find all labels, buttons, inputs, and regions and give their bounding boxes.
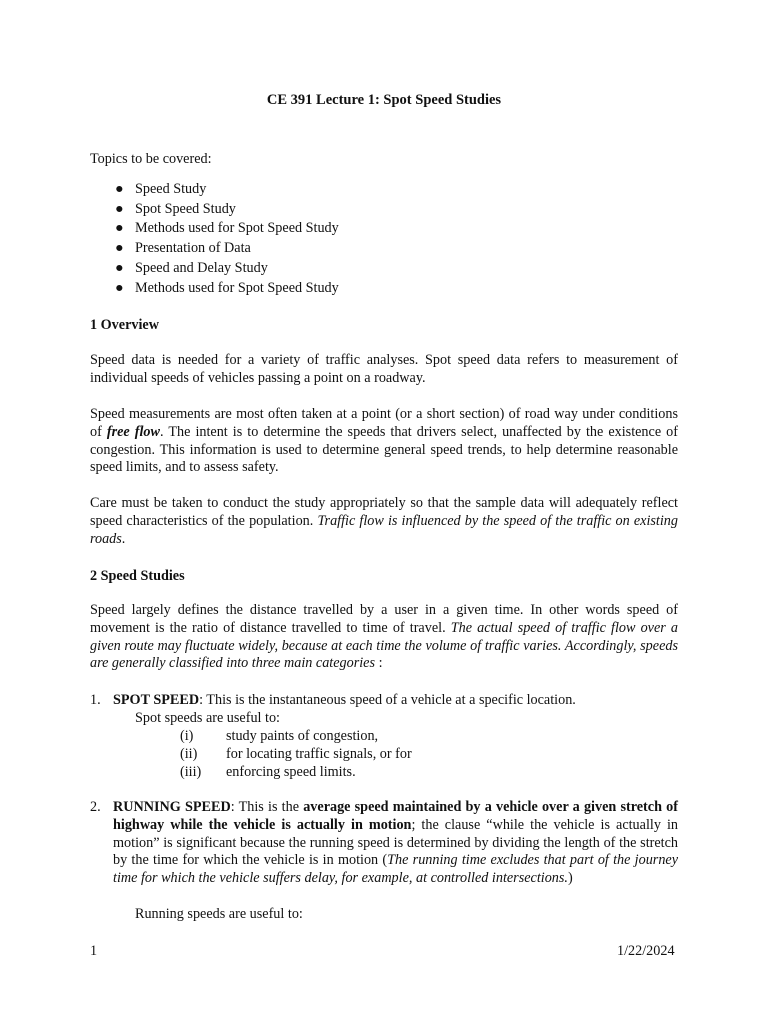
roman-numeral: (iii) [180,764,202,780]
topics-list [90,180,678,298]
topic-label: Methods used for Spot Speed Study [135,279,339,296]
italic-text: The actual speed of traffic flow over a given route may fluctuate widely, because at each time the volume of traffic varies. Accordingly, speeds are generally classified into three main categories [90,619,678,672]
paragraph-text [90,602,678,673]
bullet-icon: ● [115,200,124,217]
topics-list-container [90,180,678,298]
topics-intro: Topics to be covered: [90,151,212,167]
paragraph-text [90,406,678,477]
overview-paragraph-3 [90,495,678,548]
text-run: : This is the instantaneous speed of a vehicle at a specific location. [199,692,576,708]
use-text: enforcing speed limits. [226,764,356,780]
list-item [90,200,678,220]
spot-speed-useful-label: Spot speeds are useful to: [135,710,280,726]
list-item [180,746,412,764]
text-run: . [121,530,126,547]
running-speed-useful-label: Running speeds are useful to: [135,906,303,922]
text-run: . The intent is to determine the speeds that drivers select, unaffected by the existence of congestion. This information is used to determine general speed trends, to help determine reasonable speed limits, and to assess safety. [90,423,678,476]
bullet-icon: ● [115,220,124,237]
list-item [90,219,678,239]
footer-date: 1/22/2024 [617,943,675,959]
page-number: 1 [90,943,98,959]
text-run: ) [567,870,573,887]
term-spot-speed: SPOT SPEED [113,692,200,708]
bullet-icon: ● [115,259,124,276]
paragraph-text: Speed data is needed for a variety of traffic analyses. Spot speed data refers to measurement of individual speeds of vehicles passing a point on a roadway. [90,352,678,386]
list-item [90,239,678,259]
overview-paragraph-1 [90,352,678,388]
section-heading-overview: 1 Overview [90,317,159,333]
list-item [180,728,378,746]
topic-label: Spot Speed Study [135,200,236,217]
bullet-icon: ● [115,279,124,296]
speed-studies-paragraph [90,602,678,673]
item-body [113,799,678,888]
italic-text: The running time excludes that part of the journey time for which the vehicle suffers delay, for example, at controlled intersections. [113,852,679,887]
list-item [90,180,678,200]
bullet-icon: ● [115,240,124,257]
topic-label: Speed and Delay Study [135,259,268,276]
section-heading-speed-studies: 2 Speed Studies [90,568,185,584]
topic-label: Speed Study [135,181,207,197]
text-run: Speed measurements are most often taken at a point (or a short section) of road way under conditions of [90,406,678,440]
text-run: Care must be taken to conduct the study appropriately so that the sample data will adequately reflect speed characteristics of the population. [90,495,678,529]
emphasis-free-flow: free flow [106,423,160,440]
overview-paragraph-2 [90,406,678,477]
item-number: 2. [90,799,101,815]
paragraph-text [90,495,678,548]
bold-text: average speed maintained by a vehicle over a given stretch of highway while the vehicle is actually in motion [113,799,678,833]
use-text: study paints of congestion, [226,728,379,744]
topic-label: Presentation of Data [135,240,251,257]
roman-numeral: (ii) [180,746,198,762]
use-text: for locating traffic signals, or for [226,746,412,762]
list-item [90,279,678,299]
italic-text: Traffic flow is influenced by the speed of the traffic on existing roads [90,512,678,547]
topic-label: Methods used for Spot Speed Study [135,220,339,237]
item-number: 1. [90,692,101,708]
list-item [180,764,356,782]
item-body [113,692,678,710]
text-run: Speed largely defines the distance travelled by a user in a given time. In other words speed of movement is the ratio of distance travelled to time of travel. [90,602,678,636]
text-run: ; the clause “while the vehicle is actually in motion” is significant because the running speed is determined by dividing the length of the stretch by the time for which the vehicle is in motion ( [113,816,678,869]
numbered-item-running-speed [90,799,678,888]
numbered-item-spot-speed [90,692,678,710]
text-run: : [375,655,383,672]
list-item [90,259,678,279]
text-run: : This is the [230,799,304,815]
bullet-icon: ● [115,181,124,197]
document-title: CE 391 Lecture 1: Spot Speed Studies [266,92,502,108]
term-running-speed: RUNNING SPEED [113,799,231,815]
roman-numeral: (i) [180,728,194,744]
